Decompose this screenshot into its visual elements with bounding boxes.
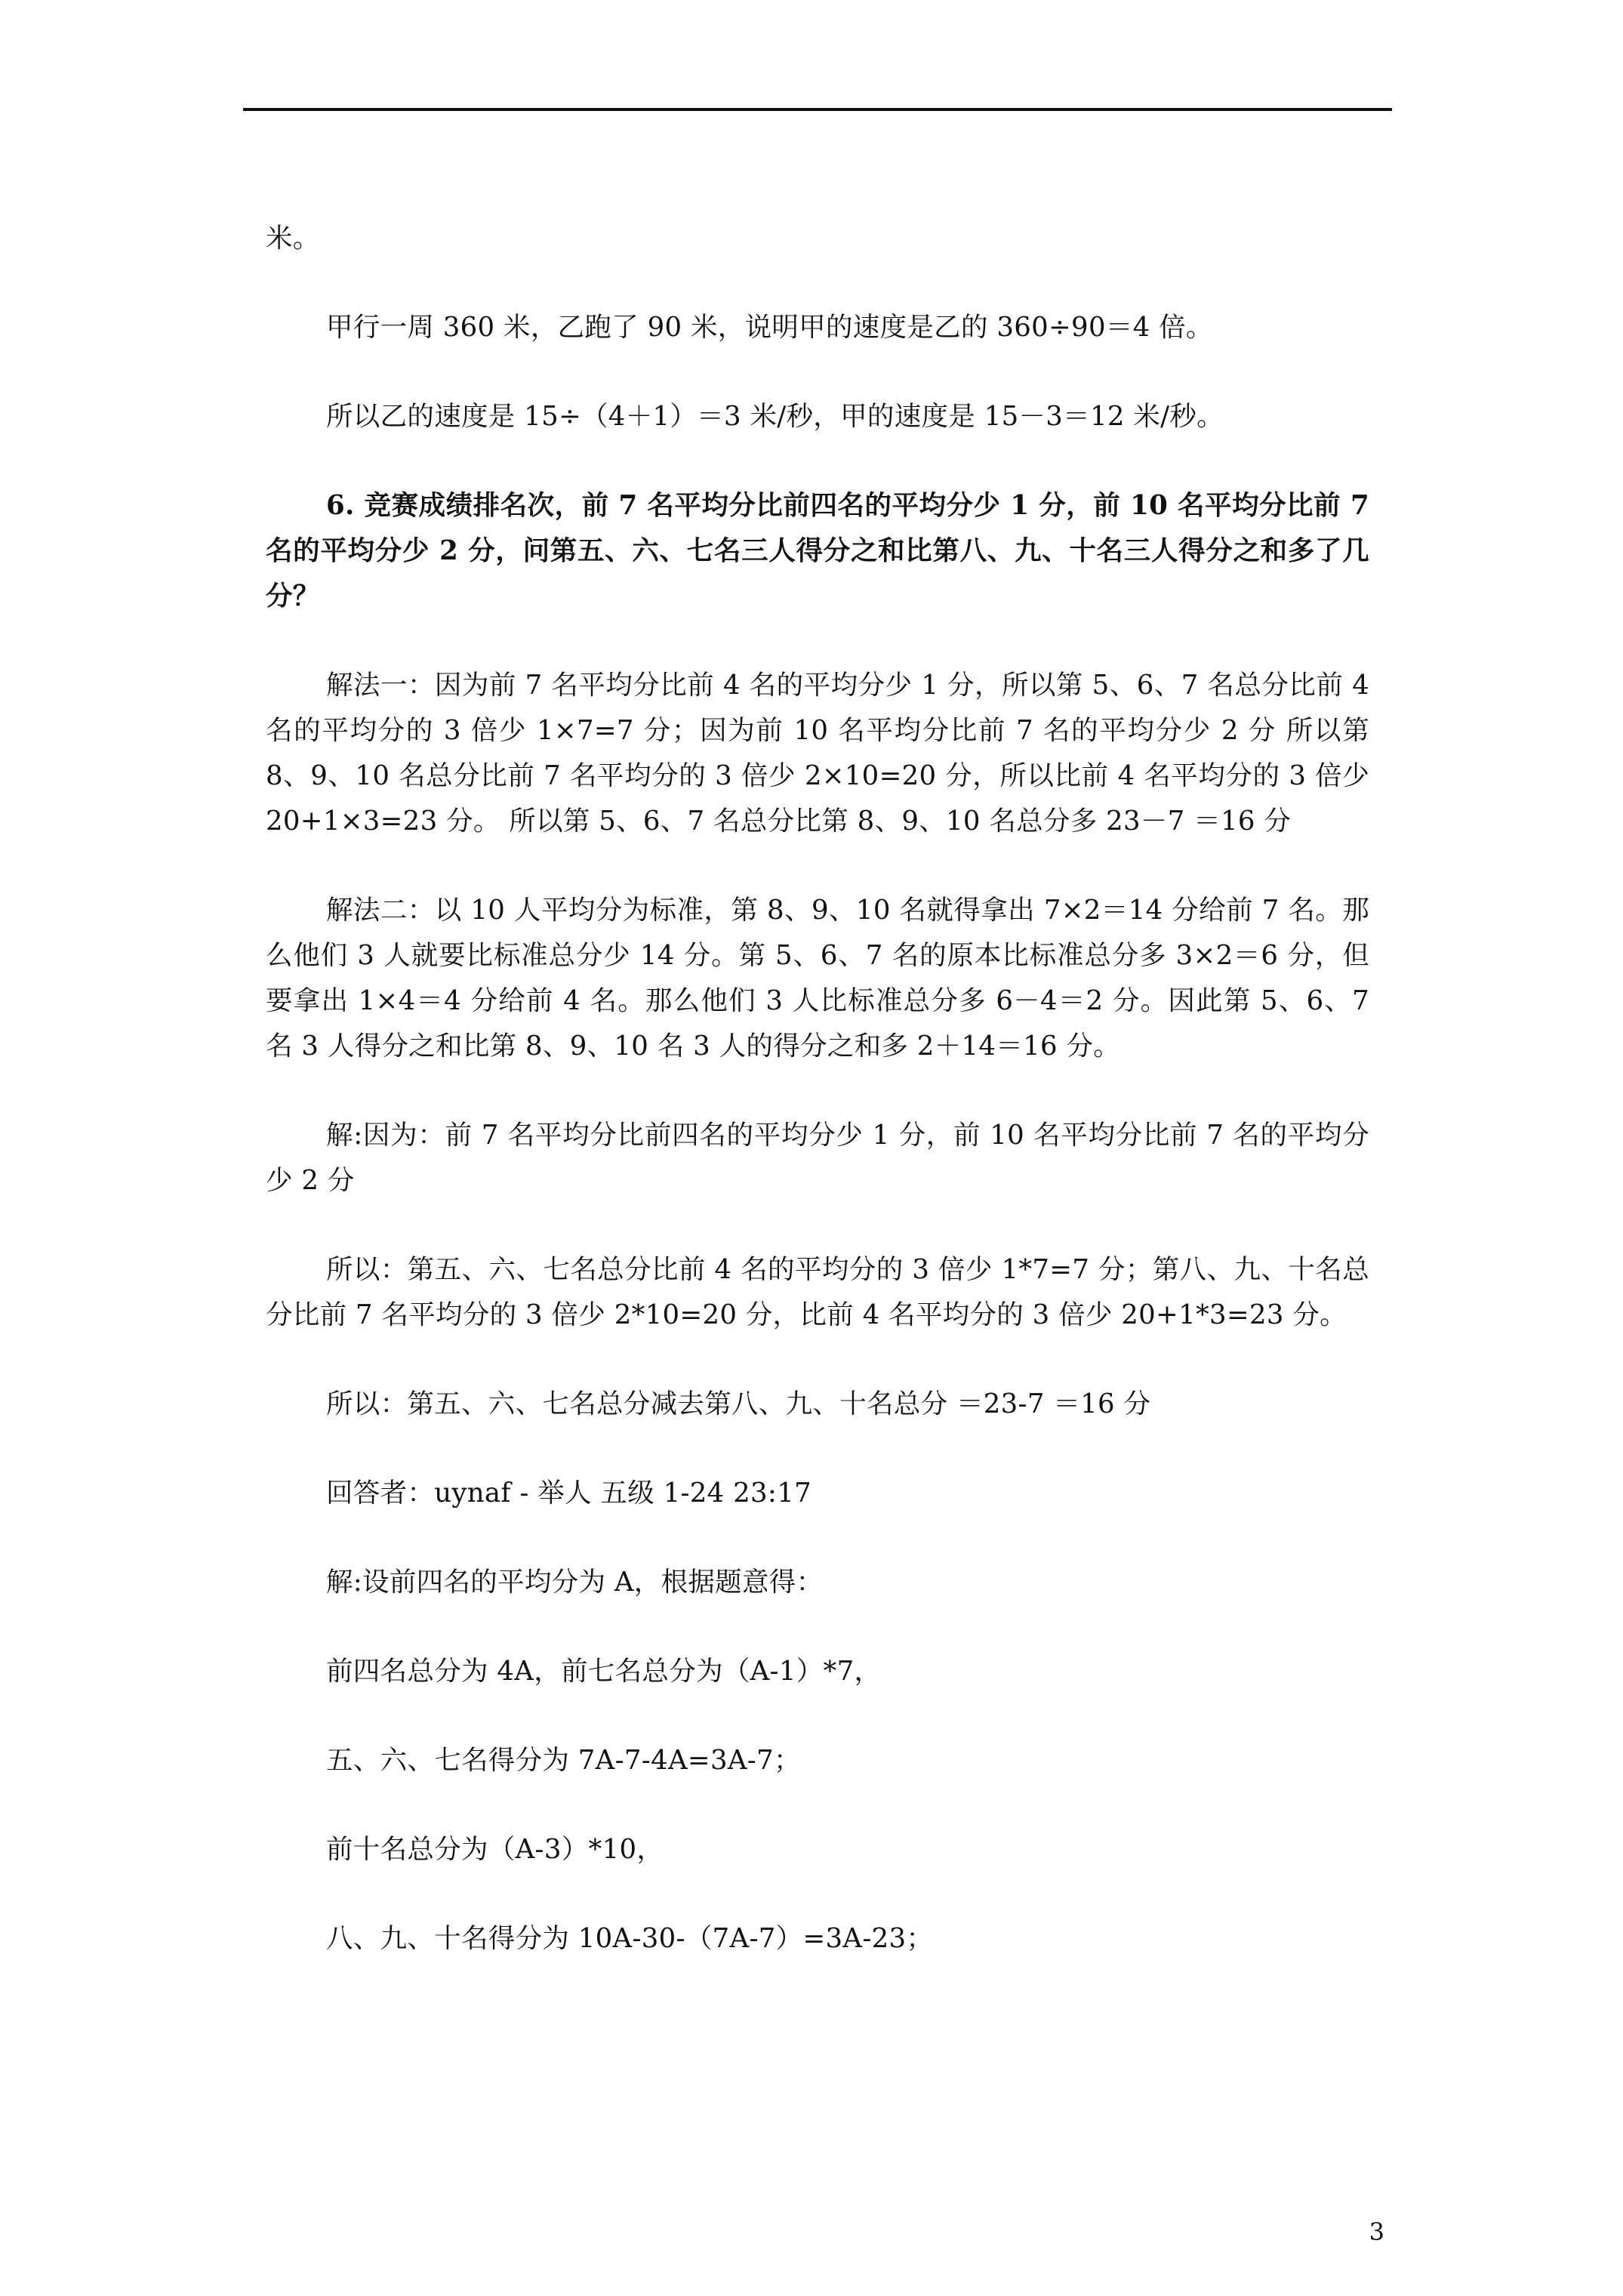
solution-3-premise: 解:因为：前 7 名平均分比前四名的平均分少 1 分，前 10 名平均分比前 7 名的平均分少 2 分 bbox=[266, 1120, 1369, 1196]
paragraph-speed-ratio: 甲行一周 360 米，乙跑了 90 米，说明甲的速度是乙的 360÷90＝4 倍。 bbox=[326, 312, 1213, 343]
solution-4-step-3: 前十名总分为（A-3）*10， bbox=[326, 1834, 664, 1865]
solution-method-1: 解法一：因为前 7 名平均分比前 4 名的平均分少 1 分，所以第 5、6、7 名总分比前 4 名的平均分的 3 倍少 1×7=7 分；因为前 10 名平均分比前 7 名的平均分少 2 分 所以第 8、9、10 名总分比前 7 名平均分的 3 倍少 2×10=20 分，所以比前 4 名平均分的 3 倍少 20+1×3=23 分。 所以第 5、6、7 名总分比第 8、9、10 名总分多 23－7 ＝16 分 bbox=[266, 670, 1369, 837]
page-number: 3 bbox=[1369, 2217, 1384, 2246]
problem-6-statement: 6. 竞赛成绩排名次，前 7 名平均分比前四名的平均分少 1 分，前 10 名平均分比前 7 名的平均分少 2 分，问第五、六、七名三人得分之和比第八、九、十名三人得分之和多了几分？ bbox=[266, 490, 1369, 612]
paragraph-continuation: 米。 bbox=[266, 223, 320, 254]
solution-3-reasoning: 所以：第五、六、七名总分比前 4 名的平均分的 3 倍少 1*7=7 分；第八、九、十名总分比前 7 名平均分的 3 倍少 2*10=20 分，比前 4 名平均分的 3 倍少 20+1*3=23 分。 bbox=[266, 1254, 1369, 1330]
solution-4-setup: 解:设前四名的平均分为 A，根据题意得： bbox=[326, 1567, 824, 1598]
answerer-line: 回答者：uynaf - 举人 五级 1-24 23:17 bbox=[326, 1478, 812, 1509]
page-body bbox=[266, 216, 1369, 1962]
paragraph-speed-result: 所以乙的速度是 15÷（4＋1）＝3 米/秒，甲的速度是 15－3＝12 米/秒。 bbox=[326, 401, 1224, 432]
solution-3-conclusion: 所以：第五、六、七名总分减去第八、九、十名总分 ＝23-7 ＝16 分 bbox=[326, 1388, 1151, 1419]
solution-4-step-2: 五、六、七名得分为 7A-7-4A=3A-7； bbox=[326, 1745, 801, 1776]
solution-method-2: 解法二：以 10 人平均分为标准，第 8、9、10 名就得拿出 7×2＝14 分给前 7 名。那么他们 3 人就要比标准总分少 14 分。第 5、6、7 名的原本比标准总分多 3×2＝6 分，但要拿出 1×4＝4 分给前 4 名。那么他们 3 人比标准总分多 6－4＝2 分。因此第 5、6、7 名 3 人得分之和比第 8、9、10 名 3 人的得分之和多 2＋14＝16 分。 bbox=[266, 895, 1369, 1062]
solution-4-step-4: 八、九、十名得分为 10A-30-（7A-7）=3A-23； bbox=[326, 1923, 934, 1954]
header-rule bbox=[243, 108, 1392, 111]
solution-4-step-1: 前四名总分为 4A，前七名总分为（A-1）*7， bbox=[326, 1656, 882, 1687]
